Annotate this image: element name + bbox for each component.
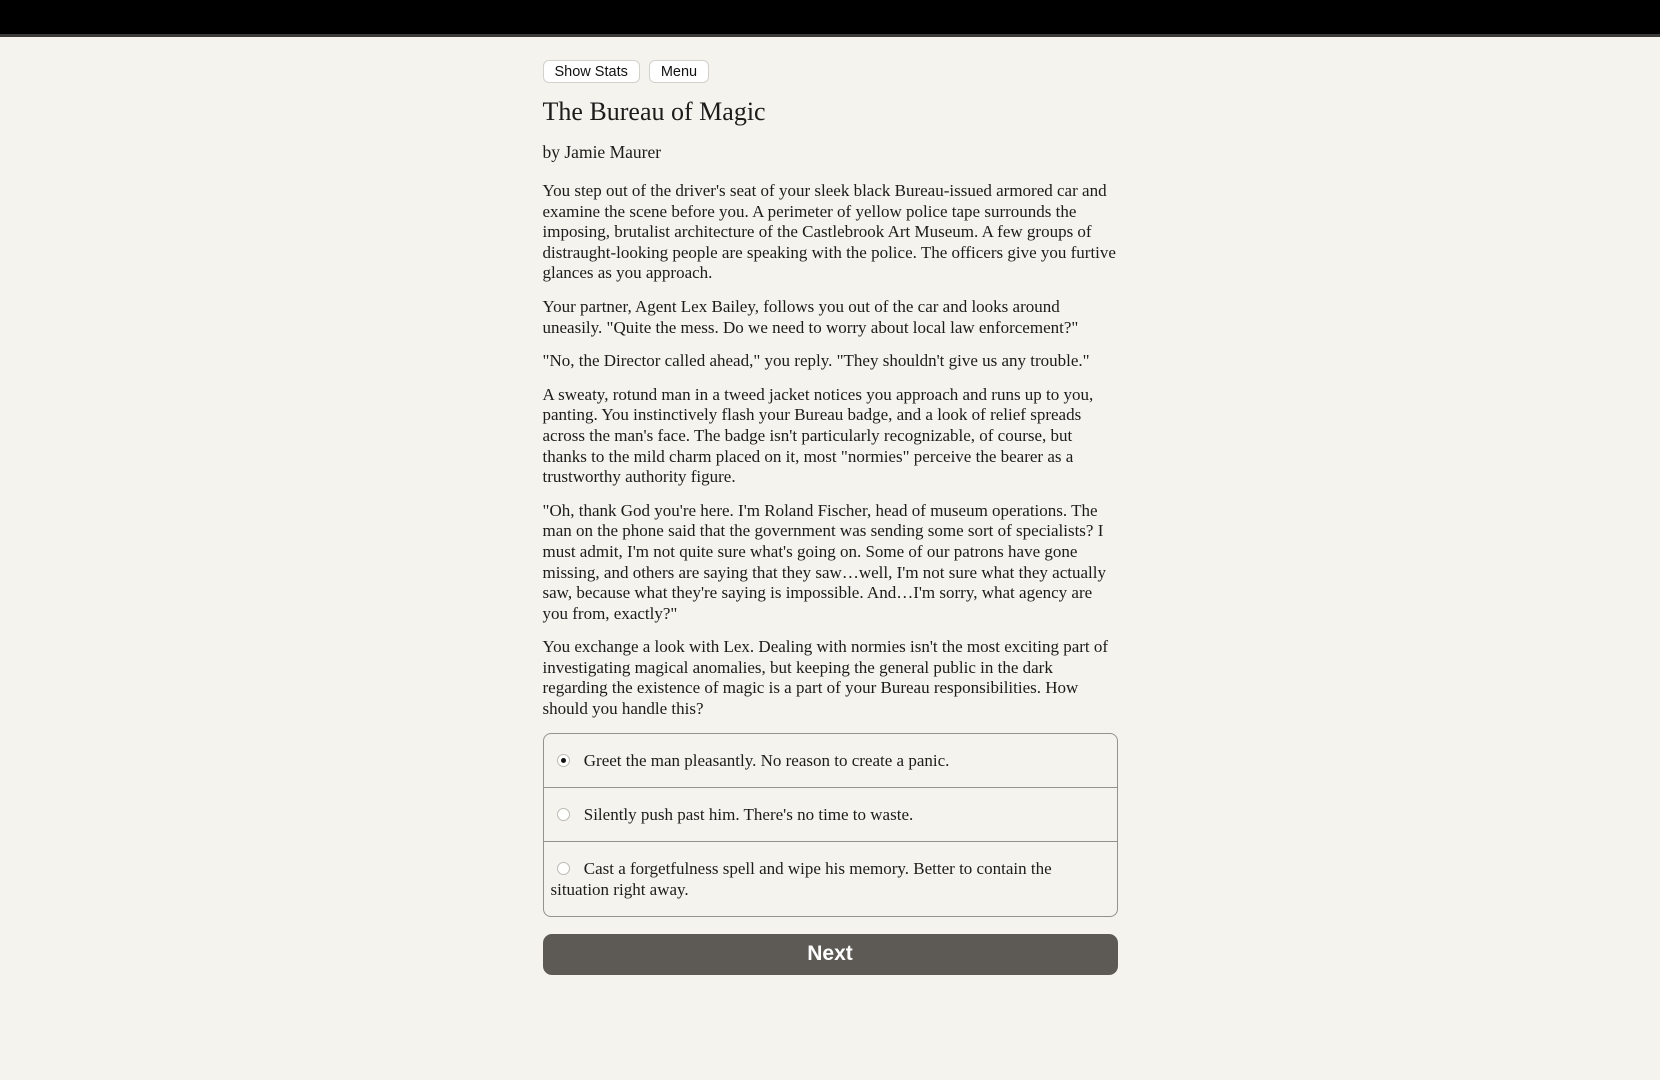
page-title: The Bureau of Magic [542, 97, 766, 126]
game-content [543, 37, 1118, 975]
toolbar [543, 60, 1118, 83]
menu-button[interactable]: Menu [649, 60, 709, 83]
story-paragraph: "No, the Director called ahead," you reply. "They shouldn't give us any trouble." [542, 351, 1090, 371]
next-button[interactable]: Next [543, 934, 1118, 975]
story-paragraph: A sweaty, rotund man in a tweed jacket notices you approach and runs up to you, panting. You instinctively flash your Bureau badge, and a look of relief spreads across the man's face. The badge isn't particularly recognizable, of course, but thanks to the mild charm placed on it, most "normies" perceive the bearer as a trustworthy authority figure. [542, 384, 1094, 487]
story-paragraph: You step out of the driver's seat of your sleek black Bureau-issued armored car and examine the scene before you. A perimeter of yellow police tape surrounds the imposing, brutalist architecture of the Castlebrook Art Museum. A few groups of distraught-looking people are speaking with the police. The officers give you furtive glances as you approach. [542, 181, 1116, 283]
choice-option[interactable] [544, 841, 1117, 916]
choice-list [543, 733, 1118, 917]
choice-radio[interactable] [557, 862, 570, 875]
choice-radio[interactable] [557, 808, 570, 821]
show-stats-button[interactable]: Show Stats [543, 60, 640, 83]
choice-label: Greet the man pleasantly. No reason to create a panic. [583, 750, 950, 770]
choice-label: Silently push past him. There's no time to waste. [583, 804, 914, 824]
choice-label: Cast a forgetfulness spell and wipe his memory. Better to contain the situation right away. [550, 858, 1052, 899]
byline: by Jamie Maurer [542, 142, 662, 162]
story-text [543, 181, 1118, 720]
choice-radio[interactable] [557, 754, 570, 767]
story-paragraph: "Oh, thank God you're here. I'm Roland Fischer, head of museum operations. The man on the phone said that the government was sending some sort of specialists? I must admit, I'm not quite sure what's going on. Some of our patrons have gone missing, and others are saying that they saw…well, I'm not sure what they actually saw, because what they're saying is impossible. And…I'm sorry, what agency are you from, exactly?" [542, 500, 1106, 623]
story-paragraph: You exchange a look with Lex. Dealing with normies isn't the most exciting part of investigating magical anomalies, but keeping the general public in the dark regarding the existence of magic is a part of your Bureau responsibilities. How should you handle this? [542, 637, 1109, 719]
choice-option[interactable] [544, 787, 1117, 841]
story-paragraph: Your partner, Agent Lex Bailey, follows you out of the car and looks around uneasily. "Quite the mess. Do we need to worry about local law enforcement?" [542, 296, 1079, 337]
choice-option[interactable] [544, 734, 1117, 787]
top-bar [0, 0, 1660, 37]
